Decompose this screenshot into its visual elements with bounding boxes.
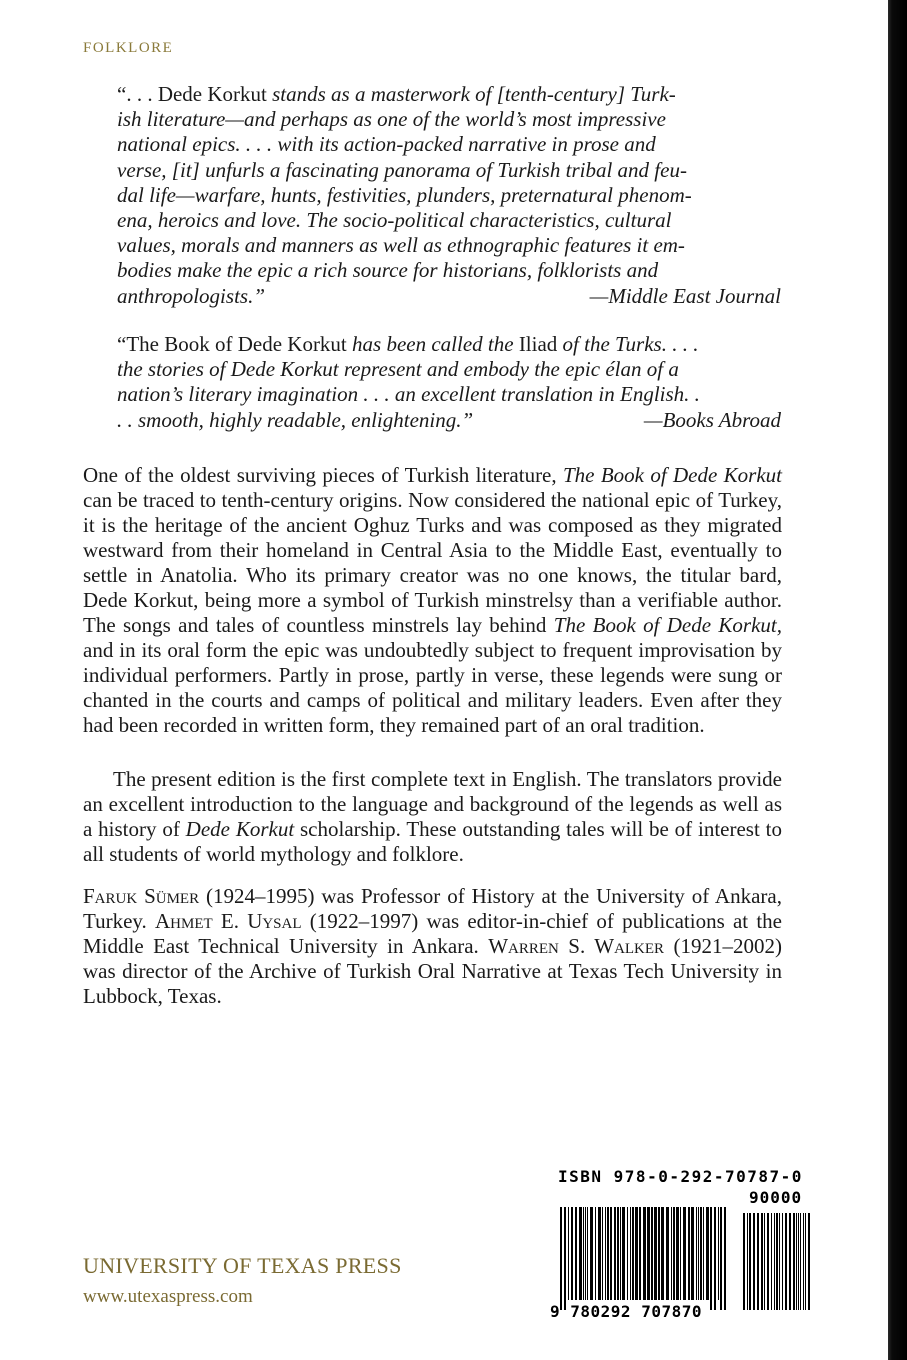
spine-edge <box>888 0 907 1360</box>
addon-bar <box>785 1213 787 1310</box>
barcode-bar <box>706 1207 709 1300</box>
quote-line: nation’s literary imagination . . . an excellent translation in English. . <box>117 382 700 407</box>
barcode-bar <box>590 1207 593 1300</box>
quote-line: values, morals and manners as well as ethnographic features it em- <box>117 233 685 258</box>
quote-line: ish literature—and perhaps as one of the world’s most impressive <box>117 107 666 132</box>
quote-line: . . smooth, highly readable, enlightening.” —Books Abroad <box>117 407 781 432</box>
barcode-bar <box>651 1207 653 1300</box>
barcode-bar <box>627 1207 628 1300</box>
review-quote-middle-east-journal <box>117 82 781 309</box>
addon-bar <box>767 1213 769 1310</box>
barcode-bar <box>710 1207 712 1310</box>
barcode-bar <box>654 1207 657 1300</box>
addon-bar <box>793 1213 795 1310</box>
barcode-bar <box>724 1207 726 1310</box>
addon-bar <box>789 1213 791 1310</box>
quote-line: “The Book of Dede Korkut has been called the Iliad of the Turks. . . . <box>117 332 699 356</box>
ean-digits: 9 780292 707870 <box>550 1302 702 1321</box>
barcode-bar <box>579 1207 582 1300</box>
barcode-bar <box>647 1207 650 1300</box>
barcode-bar <box>595 1207 596 1300</box>
quote-line: ena, heroics and love. The socio-political characteristics, cultural <box>117 208 672 233</box>
barcode-bar <box>700 1207 702 1300</box>
quote-source: —Middle East Journal <box>589 283 781 308</box>
quote-line: “. . . Dede Korkut stands as a masterwork of [tenth-century] Turk- <box>117 82 676 106</box>
addon-bar <box>771 1213 772 1310</box>
barcode-bar <box>635 1207 638 1300</box>
quote-line: national epics. . . . with its action-packed narrative in prose and <box>117 132 656 157</box>
addon-bar <box>798 1213 799 1310</box>
publisher-website[interactable]: www.utexaspress.com <box>83 1286 253 1307</box>
barcode-bar <box>587 1207 588 1300</box>
addon-bar <box>779 1213 780 1310</box>
author-bios: Faruk Sümer (1924–1995) was Professor of History at the University of Ankara, Turkey. Ahmet E. Uysal (1922–1997) was editor-in-chief of publications at the Middle East Technical University in Ankara. Warren S. Walker (1921–2002) was director of the Archive of Turkish Oral Narrative at Texas Tech University in Lubbock, Texas. <box>83 884 783 1008</box>
addon-bar <box>743 1213 745 1310</box>
barcode-bar <box>560 1207 562 1310</box>
addon-bar <box>796 1213 797 1310</box>
quote-line: anthropologists.” —Middle East Journal <box>117 283 781 308</box>
barcode-bar <box>632 1207 634 1300</box>
quote-line: bodies make the epic a rich source for historians, folklorists and <box>117 258 659 283</box>
barcode-bar <box>688 1207 690 1300</box>
barcode-bar <box>658 1207 660 1300</box>
price-code: 90000 <box>749 1188 803 1207</box>
addon-bar <box>757 1213 759 1310</box>
barcode-bar <box>676 1207 679 1300</box>
barcode-bar <box>607 1207 609 1300</box>
barcode-bar <box>718 1207 719 1300</box>
barcode-bar <box>598 1207 601 1300</box>
barcode-bar <box>673 1207 675 1300</box>
barcode-bar <box>585 1207 586 1300</box>
addon-bar <box>800 1213 801 1310</box>
barcode-bar <box>696 1207 697 1300</box>
barcode-bar <box>639 1207 641 1300</box>
barcode-bar <box>714 1207 716 1310</box>
barcode-bar <box>622 1207 625 1300</box>
barcode-bar <box>568 1207 569 1300</box>
category-label: FOLKLORE <box>83 40 174 56</box>
barcode-bar <box>643 1207 646 1300</box>
barcode-bar <box>571 1207 573 1300</box>
barcode-bar <box>691 1207 694 1300</box>
addon-bar <box>808 1213 810 1310</box>
barcode-bar <box>617 1207 619 1300</box>
addon-bar <box>782 1213 783 1310</box>
quote-source: —Books Abroad <box>643 407 781 432</box>
barcode-bar <box>610 1207 612 1300</box>
addon-bar <box>753 1213 755 1310</box>
barcode-bar <box>698 1207 699 1300</box>
review-quote-books-abroad <box>117 332 781 433</box>
publisher-name: UNIVERSITY OF TEXAS PRESS <box>83 1253 402 1278</box>
barcode-bar <box>661 1207 664 1300</box>
addon-bar <box>761 1213 763 1310</box>
barcode-bar <box>575 1207 577 1300</box>
addon-bar <box>805 1213 806 1310</box>
barcode-bar <box>630 1207 631 1300</box>
barcode-bar <box>666 1207 669 1300</box>
addon-bar <box>776 1213 778 1310</box>
barcode-bar <box>683 1207 686 1300</box>
quote-line: the stories of Dede Korkut represent and embody the epic élan of a <box>117 357 679 382</box>
barcode-bar <box>671 1207 672 1300</box>
quote-line: verse, [it] unfurls a fascinating panorama of Turkish tribal and feu- <box>117 157 687 182</box>
barcode-bar <box>703 1207 704 1300</box>
addon-bar <box>747 1213 748 1310</box>
barcode-bar <box>720 1207 722 1310</box>
barcode-bar <box>583 1207 584 1300</box>
isbn-label: ISBN 978-0-292-70787-0 <box>558 1167 803 1186</box>
barcode-bar <box>680 1207 681 1300</box>
addon-bar <box>764 1213 765 1310</box>
barcode-bar <box>614 1207 616 1300</box>
quote-line: dal life—warfare, hunts, festivities, plunders, preternatural phenom- <box>117 182 692 207</box>
description-paragraph-2: The present edition is the first complete text in English. The translators provide an excellent introduction to the language and background of the legends as well as a history of Dede Korkut scholarship. These outstanding tales will be of interest to all students of world mythology and folklore. <box>83 767 782 866</box>
description-paragraph-1: One of the oldest surviving pieces of Turkish literature, The Book of Dede Korkut can be traced to tenth-century origins. Now considered the national epic of Turkey, it is the heritage of the ancient Oghuz Turks and was composed as they migrated westward from their homeland in Central Asia to the Middle East, eventually to settle in Anatolia. Who its primary creator was no one knows, the titular bard, Dede Korkut, being more a symbol of Turkish minstrelsy than a verifiable author. The songs and tales of countless minstrels lay behind The Book of Dede Korkut, and in its oral form the epic was undoubtedly subject to frequent improvisation by individual performers. Partly in prose, partly in verse, these legends were sung or chanted in the courts and camps of political and military leaders. Even after they had been recorded in written form, they remained part of an oral tradition. <box>83 463 783 737</box>
isbn-barcode <box>538 1163 818 1330</box>
addon-bar <box>803 1213 804 1310</box>
addon-bar <box>774 1213 775 1310</box>
barcode-bar <box>605 1207 606 1300</box>
barcode-bar <box>602 1207 603 1300</box>
barcode-bar <box>564 1207 566 1310</box>
addon-bar <box>749 1213 751 1310</box>
barcode-bar <box>620 1207 621 1300</box>
